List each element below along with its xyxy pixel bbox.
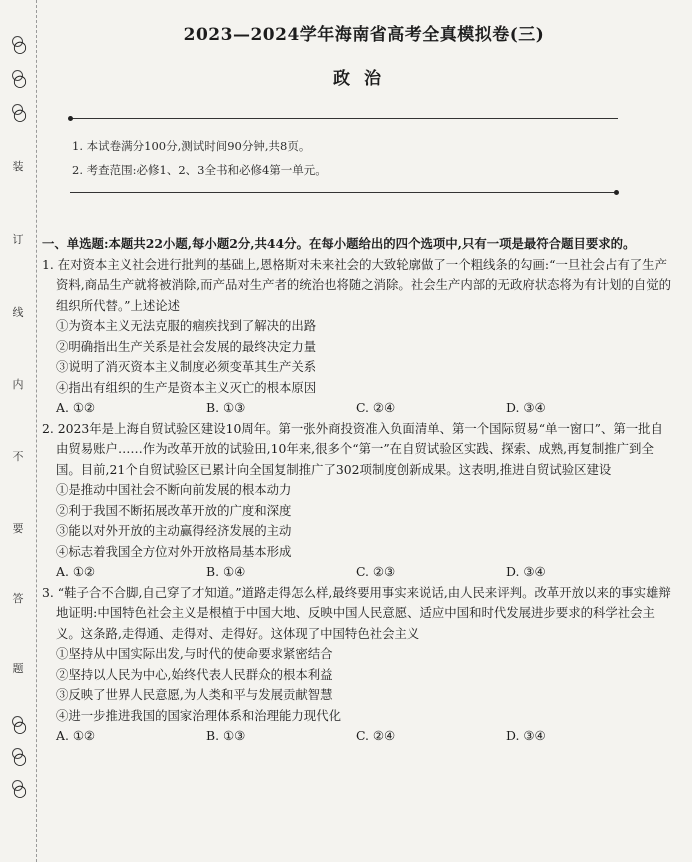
statement: ②明确指出生产关系是社会发展的最终决定力量	[56, 338, 317, 354]
answer-choices	[42, 398, 672, 419]
question-stem: 1. 在对资本主义社会进行批判的基础上,恩格斯对未来社会的大致轮廓做了一个粗线条的勾画:“一旦社会占有了生产资料,商品生产就将被消除,而产品对生产者的统治也将随之消除。社会生产内部的无政府状态将为有计划的自觉的组织所代替。”上述论述	[42, 256, 672, 313]
choice-a: A. ①②	[56, 400, 96, 415]
binding-hole-1: ○	[13, 37, 27, 56]
choice-a: A. ①②	[56, 728, 96, 743]
answer-choices	[42, 726, 672, 747]
note-2: 2. 考查范围:必修1、2、3全书和必修4第一单元。	[72, 163, 327, 177]
note-1: 1. 本试卷满分100分,测试时间90分钟,共8页。	[72, 139, 311, 153]
choice-b: B. ①③	[206, 400, 246, 415]
binding-hole-6: ○	[13, 781, 27, 800]
choice-b: B. ①③	[206, 728, 246, 743]
question-stem: 3. “鞋子合不合脚,自己穿了才知道。”道路走得怎么样,最终要用事实来说话,由人民来评判。改革开放以来的事实雄辩地证明:中国特色社会主义是根植于中国大地、反映中国人民意愿、适应中国和时代发展进步要求的科学社会主义。这条路,走得通、走得对、走得好。这体现了中国特色社会主义	[42, 584, 671, 641]
notes-top-rule	[70, 118, 618, 119]
question-2	[42, 419, 672, 583]
choice-c: C. ②④	[356, 728, 396, 743]
statement: ④进一步推进我国的国家治理体系和治理能力现代化	[56, 707, 341, 723]
binding-margin	[0, 0, 37, 862]
statement: ③能以对外开放的主动赢得经济发展的主动	[56, 523, 292, 538]
question-3	[42, 583, 672, 747]
statement: ④指出有组织的生产是资本主义灭亡的根本原因	[56, 379, 317, 395]
binding-hole-5: ○	[13, 749, 27, 768]
question-1	[42, 255, 672, 419]
choice-c: C. ②④	[356, 400, 396, 415]
binding-char-1: 装	[10, 160, 26, 174]
statement: ①是推动中国社会不断向前发展的根本动力	[56, 482, 292, 497]
section-heading: 一、单选题:本题共22小题,每小题2分,共44分。在每小题给出的四个选项中,只有一项是最符合题目要求的。	[42, 236, 636, 251]
binding-char-5: 不	[10, 450, 26, 464]
rule-dot-left	[68, 116, 73, 121]
choice-b: B. ①④	[206, 564, 246, 579]
statement: ②利于我国不断拓展改革开放的广度和深度	[56, 502, 292, 518]
binding-char-2: 订	[10, 233, 26, 247]
choice-a: A. ①②	[56, 564, 96, 579]
binding-char-8: 题	[10, 662, 26, 676]
statement: ②坚持以人民为中心,始终代表人民群众的根本利益	[56, 666, 333, 682]
choice-d: D. ③④	[506, 728, 546, 743]
answer-choices	[42, 562, 672, 583]
rule-dot-right	[614, 190, 619, 195]
binding-hole-2: ○	[13, 71, 27, 90]
binding-char-3: 线	[10, 306, 26, 320]
binding-char-6: 要	[10, 522, 26, 536]
statement: ③说明了消灭资本主义制度必须变革其生产关系	[56, 359, 317, 374]
binding-char-7: 答	[10, 592, 26, 606]
statement: ③反映了世界人民意愿,为人类和平与发展贡献智慧	[56, 687, 333, 702]
exam-title: 2023—2024学年海南省高考全真模拟卷(三)	[183, 25, 545, 45]
notes-bottom-rule	[70, 192, 618, 193]
binding-char-4: 内	[10, 378, 26, 392]
statement: ①坚持从中国实际出发,与时代的使命要求紧密结合	[56, 646, 333, 661]
choice-d: D. ③④	[506, 564, 546, 579]
statement: ①为资本主义无法克服的痼疾找到了解决的出路	[56, 318, 317, 333]
binding-hole-4: ○	[13, 717, 27, 736]
statement: ④标志着我国全方位对外开放格局基本形成	[56, 543, 292, 559]
choice-d: D. ③④	[506, 400, 546, 415]
question-section	[42, 234, 672, 747]
exam-subject: 政治	[333, 69, 395, 89]
choice-c: C. ②③	[356, 564, 396, 579]
binding-hole-3: ○	[13, 105, 27, 124]
question-stem: 2. 2023年是上海自贸试验区建设10周年。第一张外商投资准入负面清单、第一个国际贸易“单一窗口”、第一批自由贸易账户……作为改革开放的试验田,10年来,很多个“第一”在自贸试验区实践、探索、成熟,再复制推广到全国。目前,21个自贸试验区已累计向全国复制推广了302项制度创新成果。这表明,推进自贸试验区建设	[42, 420, 663, 477]
